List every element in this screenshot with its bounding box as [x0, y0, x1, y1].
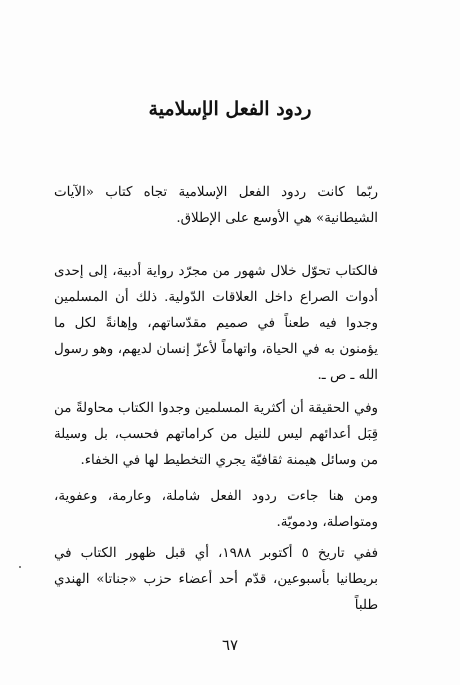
paragraph-4: ومن هنا جاءت ردود الفعل شاملة، وعارمة، وعفوية، ومتواصلة، ودمويّة. [54, 489, 378, 530]
page-number: ٦٧ [221, 636, 239, 654]
paragraph-1: ربّما كانت ردود الفعل الإسلامية تجاه كتاب «الآيات الشيطانية» هي الأوسع على الإطلاق. [54, 185, 378, 226]
paragraph-5: ففي تاريخ ٥ أكتوبر ١٩٨٨، أي قبل ظهور الكتاب في بريطانيا بأسبوعين، قدّم أحد أعضاء حزب «جناتا» الهندي طلباً [54, 546, 378, 613]
chapter-title: ردود الفعل الإسلامية [148, 98, 312, 120]
paragraph-3: وفي الحقيقة أن أكثرية المسلمين وجدوا الكتاب محاولةً من قِبَل أعدائهم ليس للنيل من كراماتهم فحسب، بل وسيلة من وسائل هيمنة ثقافيّة يجري التخطيط لها في الخفاء. [54, 401, 378, 468]
margin-dot [19, 566, 21, 568]
paragraph-2: فالكتاب تحوّل خلال شهور من مجرّد رواية أدبية، إلى إحدى أدوات الصراع داخل العلاقات الدّولية. ذلك أن المسلمين وجدوا فيه طعناً في صميم مقدّساتهم، وإهانةً لكل ما يؤمنون به في الحياة، واتهاماً لأعزّ إنسان لديهم، وهو رسول الله ـ ص ـ. [54, 264, 378, 383]
